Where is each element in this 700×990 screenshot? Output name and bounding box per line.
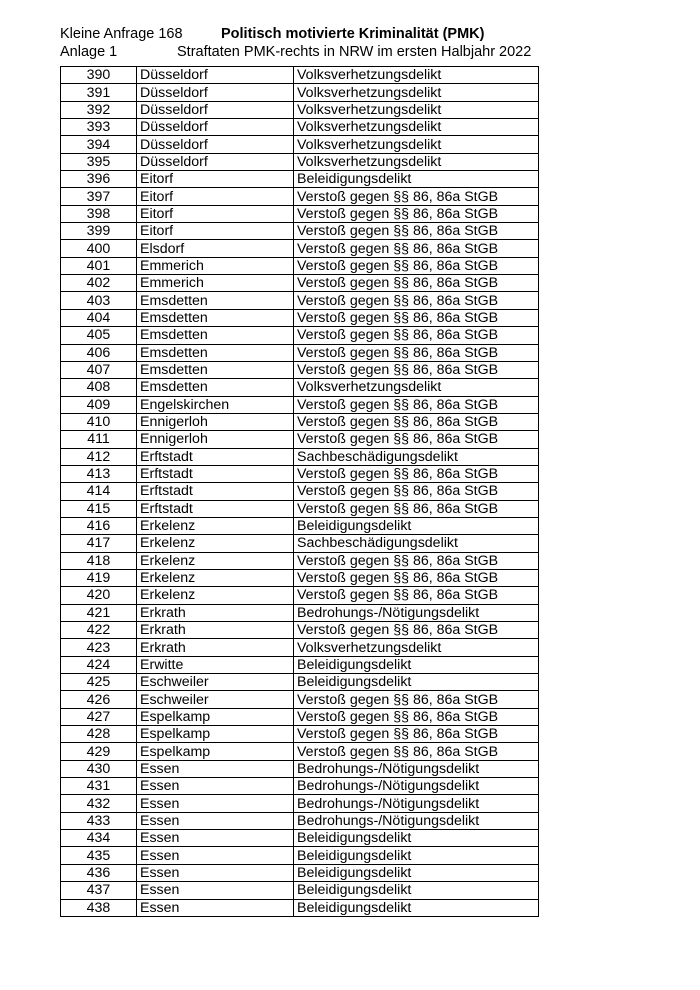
city-cell: Düsseldorf	[137, 136, 294, 153]
case-number-cell: 433	[61, 812, 137, 829]
table-row	[61, 361, 539, 378]
case-number-cell: 391	[61, 84, 137, 101]
city-cell: Eschweiler	[137, 674, 294, 691]
case-number-cell: 414	[61, 483, 137, 500]
city-cell: Eitorf	[137, 188, 294, 205]
city-cell: Erkelenz	[137, 569, 294, 586]
case-number-cell: 410	[61, 413, 137, 430]
offense-type-cell: Beleidigungsdelikt	[294, 830, 539, 847]
city-cell: Emsdetten	[137, 309, 294, 326]
case-number-cell: 436	[61, 864, 137, 881]
table-row	[61, 587, 539, 604]
table-row	[61, 292, 539, 309]
table-row	[61, 604, 539, 621]
city-cell: Espelkamp	[137, 743, 294, 760]
case-number-cell: 413	[61, 465, 137, 482]
city-cell: Erftstadt	[137, 448, 294, 465]
table-row	[61, 413, 539, 430]
offense-type-cell: Sachbeschädigungsdelikt	[294, 535, 539, 552]
city-cell: Eitorf	[137, 171, 294, 188]
offense-type-cell: Verstoß gegen §§ 86, 86a StGB	[294, 708, 539, 725]
case-number-cell: 424	[61, 656, 137, 673]
city-cell: Erkrath	[137, 639, 294, 656]
table-row	[61, 396, 539, 413]
city-cell: Essen	[137, 899, 294, 916]
table-row	[61, 795, 539, 812]
case-number-cell: 430	[61, 760, 137, 777]
city-cell: Essen	[137, 830, 294, 847]
table-row	[61, 327, 539, 344]
city-cell: Essen	[137, 812, 294, 829]
case-number-cell: 398	[61, 205, 137, 222]
document-reference: Kleine Anfrage 168	[60, 26, 183, 42]
table-row	[61, 674, 539, 691]
city-cell: Essen	[137, 778, 294, 795]
city-cell: Erkelenz	[137, 552, 294, 569]
city-cell: Emsdetten	[137, 327, 294, 344]
city-cell: Essen	[137, 760, 294, 777]
case-number-cell: 421	[61, 604, 137, 621]
case-number-cell: 434	[61, 830, 137, 847]
city-cell: Eschweiler	[137, 691, 294, 708]
city-cell: Düsseldorf	[137, 119, 294, 136]
case-number-cell: 397	[61, 188, 137, 205]
city-cell: Essen	[137, 864, 294, 881]
city-cell: Ennigerloh	[137, 431, 294, 448]
case-number-cell: 399	[61, 223, 137, 240]
city-cell: Erkrath	[137, 622, 294, 639]
city-cell: Eitorf	[137, 223, 294, 240]
offense-type-cell: Verstoß gegen §§ 86, 86a StGB	[294, 726, 539, 743]
table-row	[61, 899, 539, 916]
table-row	[61, 379, 539, 396]
table-row	[61, 153, 539, 170]
case-number-cell: 438	[61, 899, 137, 916]
offense-type-cell: Beleidigungsdelikt	[294, 656, 539, 673]
offense-table-body	[61, 67, 539, 917]
table-row	[61, 465, 539, 482]
case-number-cell: 429	[61, 743, 137, 760]
case-number-cell: 427	[61, 708, 137, 725]
offense-type-cell: Verstoß gegen §§ 86, 86a StGB	[294, 257, 539, 274]
table-row	[61, 622, 539, 639]
case-number-cell: 396	[61, 171, 137, 188]
page-title: Politisch motivierte Kriminalität (PMK)	[221, 26, 485, 42]
table-row	[61, 344, 539, 361]
city-cell: Erftstadt	[137, 500, 294, 517]
city-cell: Essen	[137, 882, 294, 899]
offense-type-cell: Beleidigungsdelikt	[294, 674, 539, 691]
case-number-cell: 390	[61, 67, 137, 84]
city-cell: Espelkamp	[137, 726, 294, 743]
case-number-cell: 401	[61, 257, 137, 274]
offense-type-cell: Verstoß gegen §§ 86, 86a StGB	[294, 344, 539, 361]
table-row	[61, 847, 539, 864]
offense-type-cell: Volksverhetzungsdelikt	[294, 153, 539, 170]
offense-type-cell: Verstoß gegen §§ 86, 86a StGB	[294, 587, 539, 604]
case-number-cell: 417	[61, 535, 137, 552]
table-row	[61, 171, 539, 188]
city-cell: Erftstadt	[137, 483, 294, 500]
city-cell: Emmerich	[137, 257, 294, 274]
case-number-cell: 402	[61, 275, 137, 292]
offense-type-cell: Volksverhetzungsdelikt	[294, 119, 539, 136]
case-number-cell: 435	[61, 847, 137, 864]
offense-type-cell: Verstoß gegen §§ 86, 86a StGB	[294, 691, 539, 708]
offense-type-cell: Verstoß gegen §§ 86, 86a StGB	[294, 743, 539, 760]
table-row	[61, 136, 539, 153]
case-number-cell: 405	[61, 327, 137, 344]
city-cell: Essen	[137, 847, 294, 864]
table-row	[61, 569, 539, 586]
city-cell: Engelskirchen	[137, 396, 294, 413]
offense-type-cell: Beleidigungsdelikt	[294, 882, 539, 899]
offense-type-cell: Bedrohungs-/Nötigungsdelikt	[294, 812, 539, 829]
case-number-cell: 431	[61, 778, 137, 795]
city-cell: Emsdetten	[137, 379, 294, 396]
case-number-cell: 408	[61, 379, 137, 396]
case-number-cell: 416	[61, 517, 137, 534]
offense-type-cell: Verstoß gegen §§ 86, 86a StGB	[294, 465, 539, 482]
case-number-cell: 428	[61, 726, 137, 743]
offense-type-cell: Verstoß gegen §§ 86, 86a StGB	[294, 552, 539, 569]
table-row	[61, 708, 539, 725]
case-number-cell: 400	[61, 240, 137, 257]
case-number-cell: 418	[61, 552, 137, 569]
offense-type-cell: Verstoß gegen §§ 86, 86a StGB	[294, 622, 539, 639]
offense-type-cell: Verstoß gegen §§ 86, 86a StGB	[294, 275, 539, 292]
offense-type-cell: Beleidigungsdelikt	[294, 899, 539, 916]
offense-type-cell: Verstoß gegen §§ 86, 86a StGB	[294, 396, 539, 413]
offense-table	[60, 66, 539, 917]
table-row	[61, 864, 539, 881]
table-row	[61, 535, 539, 552]
offense-type-cell: Beleidigungsdelikt	[294, 847, 539, 864]
city-cell: Emsdetten	[137, 344, 294, 361]
offense-type-cell: Verstoß gegen §§ 86, 86a StGB	[294, 292, 539, 309]
offense-type-cell: Bedrohungs-/Nötigungsdelikt	[294, 760, 539, 777]
case-number-cell: 406	[61, 344, 137, 361]
city-cell: Düsseldorf	[137, 84, 294, 101]
offense-type-cell: Verstoß gegen §§ 86, 86a StGB	[294, 413, 539, 430]
table-row	[61, 101, 539, 118]
case-number-cell: 407	[61, 361, 137, 378]
case-number-cell: 409	[61, 396, 137, 413]
offense-type-cell: Sachbeschädigungsdelikt	[294, 448, 539, 465]
city-cell: Düsseldorf	[137, 67, 294, 84]
table-row	[61, 552, 539, 569]
city-cell: Emsdetten	[137, 292, 294, 309]
case-number-cell: 392	[61, 101, 137, 118]
table-row	[61, 188, 539, 205]
case-number-cell: 420	[61, 587, 137, 604]
case-number-cell: 412	[61, 448, 137, 465]
offense-type-cell: Volksverhetzungsdelikt	[294, 84, 539, 101]
city-cell: Espelkamp	[137, 708, 294, 725]
city-cell: Düsseldorf	[137, 101, 294, 118]
case-number-cell: 393	[61, 119, 137, 136]
city-cell: Erkelenz	[137, 517, 294, 534]
case-number-cell: 411	[61, 431, 137, 448]
offense-type-cell: Verstoß gegen §§ 86, 86a StGB	[294, 431, 539, 448]
table-row	[61, 500, 539, 517]
table-row	[61, 830, 539, 847]
city-cell: Emsdetten	[137, 361, 294, 378]
table-row	[61, 483, 539, 500]
city-cell: Elsdorf	[137, 240, 294, 257]
offense-type-cell: Bedrohungs-/Nötigungsdelikt	[294, 795, 539, 812]
table-row	[61, 726, 539, 743]
table-row	[61, 639, 539, 656]
table-row	[61, 67, 539, 84]
table-row	[61, 257, 539, 274]
city-cell: Erkrath	[137, 604, 294, 621]
offense-type-cell: Verstoß gegen §§ 86, 86a StGB	[294, 361, 539, 378]
offense-type-cell: Beleidigungsdelikt	[294, 864, 539, 881]
table-row	[61, 812, 539, 829]
offense-type-cell: Verstoß gegen §§ 86, 86a StGB	[294, 188, 539, 205]
offense-type-cell: Verstoß gegen §§ 86, 86a StGB	[294, 500, 539, 517]
city-cell: Erkelenz	[137, 587, 294, 604]
case-number-cell: 394	[61, 136, 137, 153]
offense-type-cell: Verstoß gegen §§ 86, 86a StGB	[294, 205, 539, 222]
city-cell: Erftstadt	[137, 465, 294, 482]
table-row	[61, 517, 539, 534]
offense-type-cell: Verstoß gegen §§ 86, 86a StGB	[294, 483, 539, 500]
table-row	[61, 309, 539, 326]
table-row	[61, 119, 539, 136]
offense-type-cell: Volksverhetzungsdelikt	[294, 379, 539, 396]
annex-label: Anlage 1	[60, 44, 118, 60]
case-number-cell: 423	[61, 639, 137, 656]
table-row	[61, 223, 539, 240]
case-number-cell: 437	[61, 882, 137, 899]
offense-type-cell: Volksverhetzungsdelikt	[294, 101, 539, 118]
table-row	[61, 882, 539, 899]
table-row	[61, 760, 539, 777]
case-number-cell: 404	[61, 309, 137, 326]
city-cell: Essen	[137, 795, 294, 812]
city-cell: Ennigerloh	[137, 413, 294, 430]
table-row	[61, 656, 539, 673]
case-number-cell: 403	[61, 292, 137, 309]
case-number-cell: 425	[61, 674, 137, 691]
table-row	[61, 691, 539, 708]
page-subtitle: Straftaten PMK-rechts in NRW im ersten Halbjahr 2022	[177, 44, 532, 60]
offense-type-cell: Beleidigungsdelikt	[294, 171, 539, 188]
offense-type-cell: Verstoß gegen §§ 86, 86a StGB	[294, 327, 539, 344]
city-cell: Eitorf	[137, 205, 294, 222]
offense-type-cell: Volksverhetzungsdelikt	[294, 136, 539, 153]
table-row	[61, 205, 539, 222]
case-number-cell: 415	[61, 500, 137, 517]
case-number-cell: 422	[61, 622, 137, 639]
offense-type-cell: Verstoß gegen §§ 86, 86a StGB	[294, 223, 539, 240]
offense-type-cell: Verstoß gegen §§ 86, 86a StGB	[294, 309, 539, 326]
city-cell: Emmerich	[137, 275, 294, 292]
offense-type-cell: Beleidigungsdelikt	[294, 517, 539, 534]
offense-type-cell: Bedrohungs-/Nötigungsdelikt	[294, 604, 539, 621]
offense-type-cell: Verstoß gegen §§ 86, 86a StGB	[294, 569, 539, 586]
case-number-cell: 395	[61, 153, 137, 170]
table-row	[61, 431, 539, 448]
offense-type-cell: Volksverhetzungsdelikt	[294, 639, 539, 656]
case-number-cell: 419	[61, 569, 137, 586]
case-number-cell: 426	[61, 691, 137, 708]
table-row	[61, 275, 539, 292]
table-row	[61, 84, 539, 101]
city-cell: Erwitte	[137, 656, 294, 673]
city-cell: Erkelenz	[137, 535, 294, 552]
table-row	[61, 240, 539, 257]
city-cell: Düsseldorf	[137, 153, 294, 170]
offense-type-cell: Verstoß gegen §§ 86, 86a StGB	[294, 240, 539, 257]
offense-type-cell: Bedrohungs-/Nötigungsdelikt	[294, 778, 539, 795]
case-number-cell: 432	[61, 795, 137, 812]
table-row	[61, 743, 539, 760]
table-row	[61, 448, 539, 465]
offense-type-cell: Volksverhetzungsdelikt	[294, 67, 539, 84]
table-row	[61, 778, 539, 795]
